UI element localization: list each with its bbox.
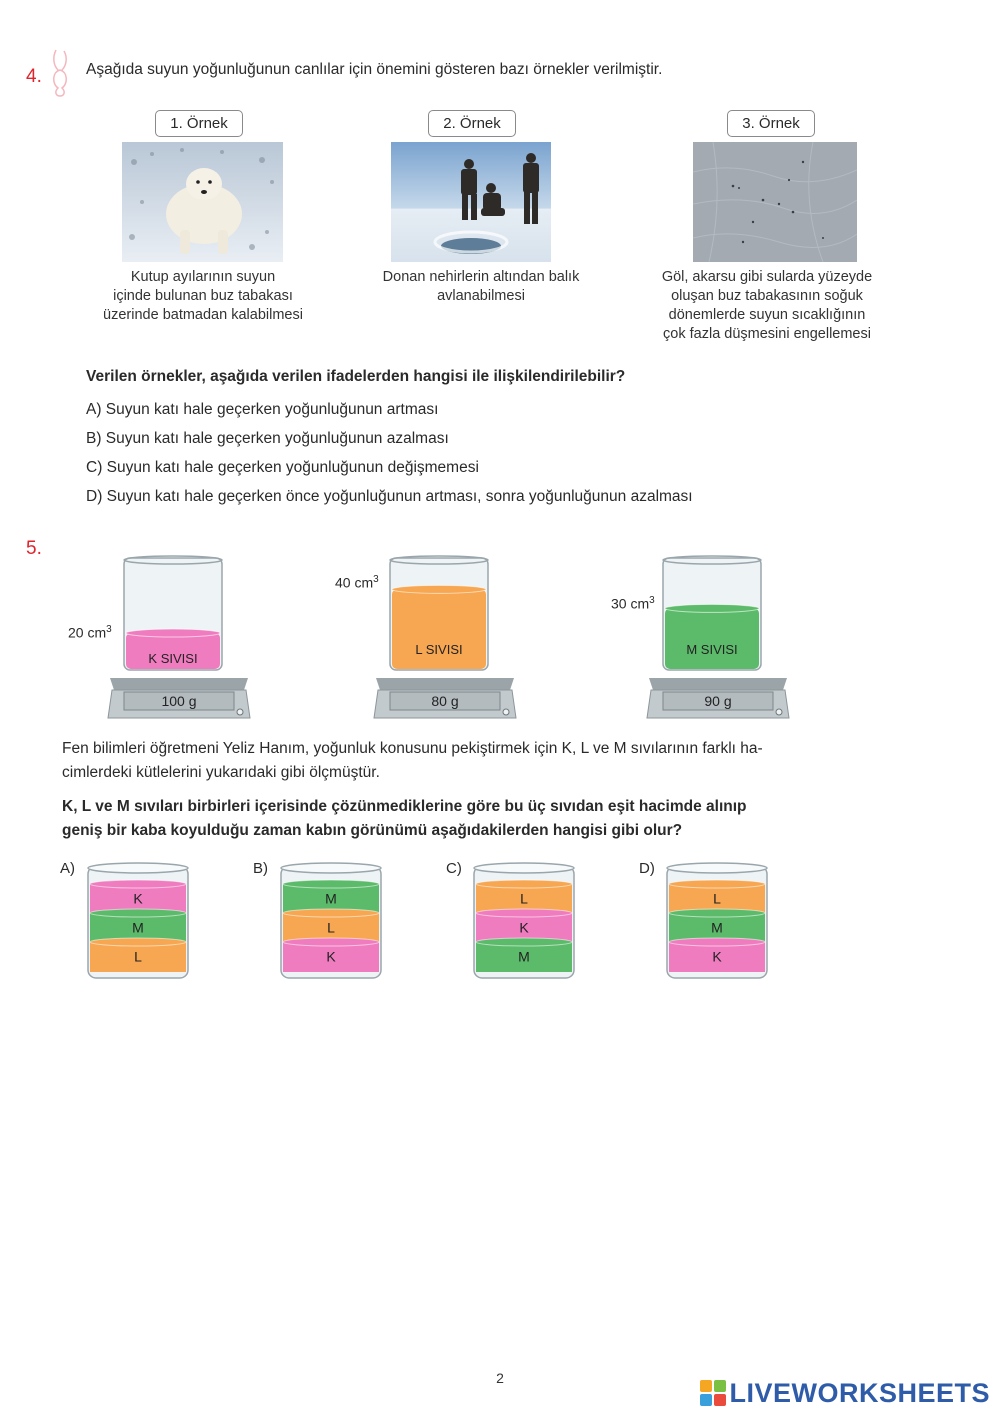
beaker-rim: [667, 863, 767, 873]
beaker-scale-drawing: [643, 552, 793, 722]
caption-line: Donan nehirlerin altından balık: [382, 269, 580, 285]
volume-label-k: [68, 624, 112, 641]
text-line: cimlerdeki kütlelerini yukarıdaki gibi ölçmüştür.: [62, 764, 380, 781]
caption-line: Kutup ayılarının suyun: [130, 269, 276, 285]
beaker-liquid: [665, 608, 759, 669]
volume-exponent: 3: [373, 574, 379, 585]
layer-surface: [669, 880, 765, 888]
caption-line: üzerinde batmadan kalabilmesi: [103, 307, 303, 323]
liquid-name-label: M SIVISI: [686, 642, 738, 657]
layer-label: M: [711, 919, 723, 936]
liquid-name-label: L SIVISI: [415, 642, 463, 657]
beaker-rim: [474, 863, 574, 873]
layer-label: K: [133, 890, 143, 907]
example-3-tag: 3. Örnek: [727, 110, 815, 137]
liquid-surface: [126, 629, 220, 637]
layer-surface: [476, 938, 572, 946]
liquid-name-label: K SIVISI: [148, 651, 198, 667]
layered-beaker-drawing: [470, 860, 580, 984]
answer-d-label: D): [639, 860, 655, 877]
option-c[interactable]: C) Suyun katı hale geçerken yoğunluğunun değişmemesi: [86, 459, 479, 476]
caption-line: avlanabilmesi: [437, 288, 525, 304]
beaker-rim: [88, 863, 188, 873]
layered-beaker-drawing: [84, 860, 194, 984]
layer-label: M: [325, 890, 337, 907]
option-d[interactable]: D) Suyun katı hale geçerken önce yoğunluğunun artması, sonra yoğunluğunun azalması: [86, 488, 693, 505]
beaker-liquid: [392, 589, 486, 669]
layer-surface: [90, 938, 186, 946]
answer-d-beaker[interactable]: [663, 860, 773, 984]
volume-value: 30 cm: [611, 595, 650, 612]
layer-label: L: [520, 890, 528, 907]
question-4-intro: Aşağıda suyun yoğunluğunun canlılar için önemini gösteren bazı örnekler verilmiştir.: [86, 61, 663, 78]
liquid-surface: [665, 604, 759, 612]
answer-c-label: C): [446, 860, 462, 877]
volume-value: 20 cm: [68, 624, 107, 641]
question-4-number: 4.: [26, 66, 42, 87]
question-5-prompt: [62, 797, 747, 841]
scale-top-plate: [649, 678, 787, 690]
liveworksheets-brand: LIVEWORKSHEETS: [729, 1377, 990, 1408]
option-a[interactable]: A) Suyun katı hale geçerken yoğunluğunun artması: [86, 401, 439, 418]
answer-b-label: B): [253, 860, 268, 877]
layer-surface: [476, 909, 572, 917]
scale-mass-reading: 80 g: [431, 693, 459, 709]
liveworksheets-logo-icon: [700, 1380, 726, 1406]
page-number: 2: [496, 1370, 504, 1386]
example-1-tag: 1. Örnek: [155, 110, 243, 137]
beaker-on-scale-m: [643, 552, 793, 722]
example-2-caption: [363, 268, 599, 306]
scale-mass-reading: 100 g: [161, 693, 197, 709]
scale-top-plate: [110, 678, 248, 690]
ice-fishing-photo: [391, 142, 551, 262]
example-2-tag: 2. Örnek: [428, 110, 516, 137]
layer-surface: [283, 909, 379, 917]
volume-label-l: [335, 574, 379, 591]
layer-label: L: [713, 890, 721, 907]
layer-surface: [283, 938, 379, 946]
polar-bear-photo: [122, 142, 283, 262]
volume-exponent: 3: [106, 624, 112, 635]
answer-a-label: A): [60, 860, 75, 877]
volume-exponent: 3: [649, 595, 655, 606]
beaker-scale-drawing: [104, 552, 254, 722]
layer-surface: [90, 909, 186, 917]
option-b[interactable]: B) Suyun katı hale geçerken yoğunluğunun azalması: [86, 430, 449, 447]
example-1-caption: [96, 268, 310, 325]
caption-line: çok fazla düşmesini engellemesi: [663, 326, 871, 342]
prompt-line: geniş bir kaba koyulduğu zaman kabın görünümü aşağıdakilerden hangisi gibi olur?: [62, 822, 683, 839]
caption-line: dönemlerde suyun sıcaklığının: [668, 307, 866, 323]
beaker-on-scale-l: [370, 552, 520, 722]
liquid-surface: [392, 585, 486, 593]
beaker-on-scale-k: [104, 552, 254, 722]
scale-knob-icon: [776, 709, 782, 715]
layer-label: L: [327, 919, 335, 936]
scale-mass-reading: 90 g: [704, 693, 732, 709]
prompt-line: K, L ve M sıvıları birbirleri içerisinde çözünmediklerine göre bu üç sıvıdan eşit hacimde alınıp: [62, 798, 747, 815]
example-3-caption: [636, 268, 898, 344]
question-5-text: [62, 739, 763, 783]
layered-beaker-drawing: [277, 860, 387, 984]
layer-label: L: [134, 948, 142, 965]
scale-top-plate: [376, 678, 514, 690]
beaker-scale-drawing: [370, 552, 520, 722]
liveworksheets-logo: [700, 1378, 990, 1408]
caption-line: içinde bulunan buz tabakası: [113, 288, 293, 304]
frozen-lake-photo: [693, 142, 857, 262]
layer-label: K: [326, 948, 336, 965]
volume-label-m: [611, 595, 655, 612]
layer-label: K: [712, 948, 722, 965]
layer-surface: [669, 938, 765, 946]
layer-label: M: [518, 948, 530, 965]
question-5-number: 5.: [26, 538, 42, 559]
text-line: Fen bilimleri öğretmeni Yeliz Hanım, yoğunluk konusunu pekiştirmek için K, L ve M sıvılarının farklı ha-: [62, 740, 763, 757]
layer-label: K: [519, 919, 529, 936]
layered-beaker-drawing: [663, 860, 773, 984]
answer-b-beaker[interactable]: [277, 860, 387, 984]
answer-c-beaker[interactable]: [470, 860, 580, 984]
question-4-prompt: Verilen örnekler, aşağıda verilen ifadelerden hangisi ile ilişkilendirilebilir?: [86, 368, 626, 385]
layer-surface: [283, 880, 379, 888]
answer-a-beaker[interactable]: [84, 860, 194, 984]
scale-knob-icon: [503, 709, 509, 715]
scale-knob-icon: [237, 709, 243, 715]
volume-value: 40 cm: [335, 574, 374, 591]
bunny-doodle-icon: [46, 48, 74, 98]
layer-surface: [476, 880, 572, 888]
layer-surface: [90, 880, 186, 888]
caption-line: Göl, akarsu gibi sularda yüzeyde: [661, 269, 873, 285]
beaker-rim: [281, 863, 381, 873]
caption-line: oluşan buz tabakasının soğuk: [671, 288, 863, 304]
layer-label: M: [132, 919, 144, 936]
layer-surface: [669, 909, 765, 917]
